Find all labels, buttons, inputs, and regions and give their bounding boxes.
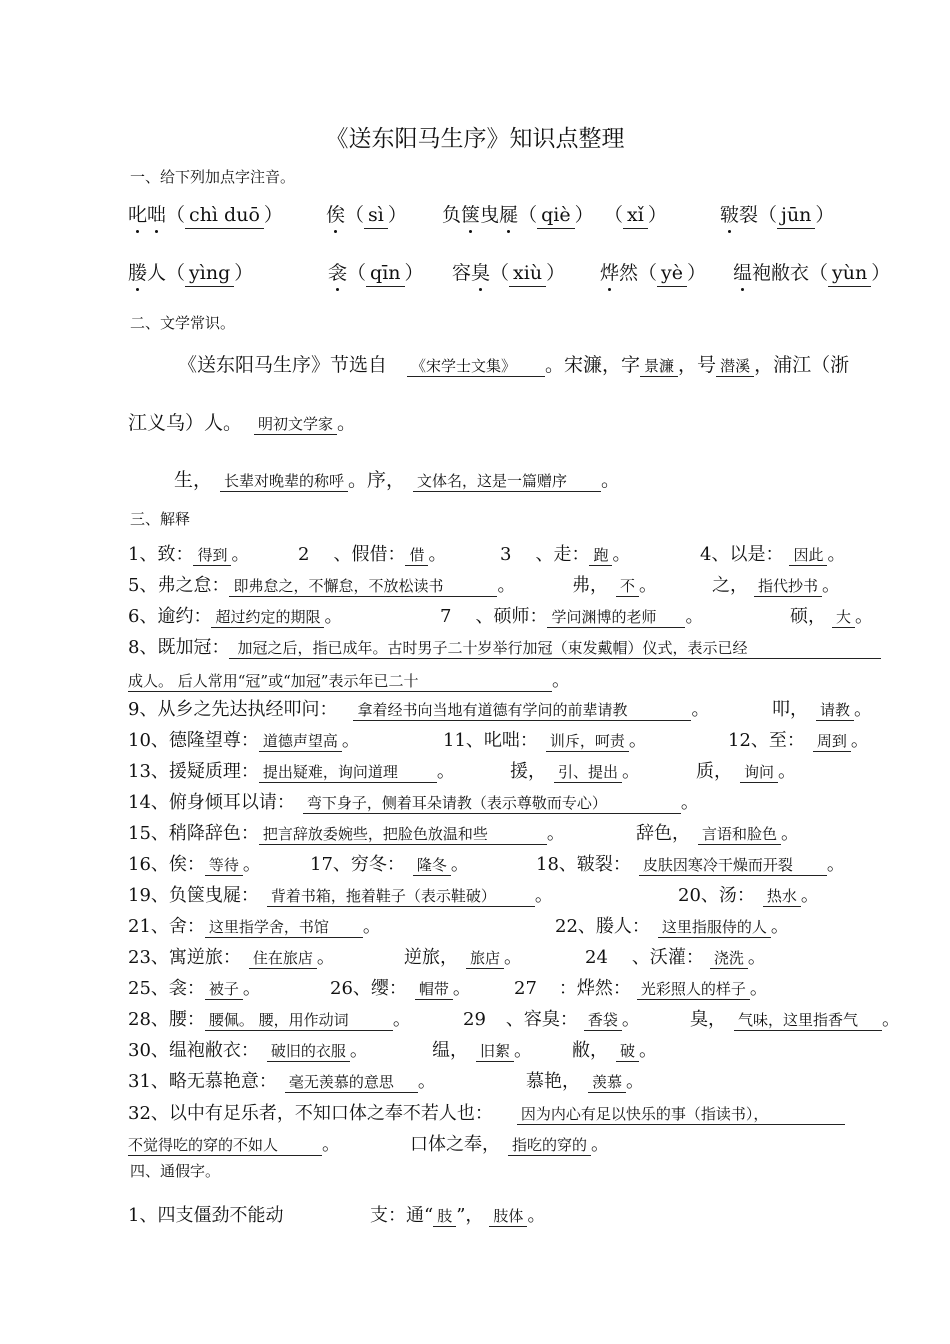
answer-blank: 提出疑难，询问道理 [259,763,437,783]
answer-blank: 不 [616,577,639,597]
answer-blank: 《宋学士文集》 [407,357,545,377]
definition-item: 14、俯身倾耳以请： 弯下身子，侧着耳朵请教（表示尊敬而专心） 。 [128,792,699,813]
definition-item: 19、负箧曳屣： 背着书箱，拖着鞋子（表示鞋破） 。 [128,885,553,906]
definition-item: 25、衾： 被子 。 [128,978,261,999]
answer-blank: 因为内心有足以快乐的事（指读书）， [517,1105,845,1125]
answer-blank: 潜溪 [716,357,754,377]
definition-item: 16、俟： 等待 。 [128,854,261,875]
definition-item: 4、以是： 因此 。 [700,544,846,565]
definition-item: 28、腰： 腰佩。 腰，用作动词 。 [128,1009,411,1030]
pinyin-item: 媵人（ yìng ） [128,258,253,287]
answer-blank: 引、提出 [554,763,622,783]
definition-item: 5、弗之怠： 即弗怠之，不懈怠，不放松读书 。 [128,575,516,596]
answer-blank: 长辈对晚辈的称呼 [220,472,348,492]
pinyin-answer: yè [657,262,687,287]
pinyin-item: 叱咄（ chì duō ） [128,200,283,229]
definition-item: 缊， 旧絮 。 [432,1040,533,1061]
answer-blank: 言语和脸色 [698,825,781,845]
dotted-word: 缊袍敝衣 [733,262,809,284]
answer-blank: 指代抄书 [754,577,822,597]
dotted-word: 衾 [328,258,347,285]
definition-item: 22、媵人： 这里指服侍的人 。 [555,916,789,937]
definition-item: 成人。 后人常用“冠”或“加冠”表示年已二十 。 [128,670,570,691]
answer-blank: 背着书箱，拖着鞋子（表示鞋破） [267,887,535,907]
pinyin-item: 俟（ sì ） [326,200,407,229]
literature-line: 生， 长辈对晚辈的称呼 。序， 文体名，这是一篇赠序 。 [174,469,621,491]
dotted-word: 俟 [326,200,345,227]
pinyin-item: 缊袍敝衣（ yùn ） [733,258,890,287]
answer-blank: 拿着经书向当地有道德有学问的前辈请教 [353,701,691,721]
definition-item: 质， 询问 。 [696,761,797,782]
definition-item: 敝， 破 。 [572,1040,658,1061]
pinyin-answer: yùn [828,262,871,287]
answer-blank: 浇洗 [710,949,748,969]
tongjia-item: 1、四支僵劲不能动 [128,1205,284,1226]
definition-item: 硕， 大 。 [790,606,874,627]
section1-heading: 一、给下列加点字注音。 [130,168,296,186]
definition-item: 弗， 不 。 [572,575,658,596]
answer-blank: 道德声望高 [259,732,342,752]
definition-item: 之， 指代抄书 。 [712,575,841,596]
dotted-word: 容臭 [452,262,490,284]
answer-blank: 即弗怠之，不懈怠，不放松读书 [229,577,497,597]
pinyin-item: 烨然（ yè ） [600,258,706,287]
answer-blank: 因此 [789,546,827,566]
pinyin-item: 皲裂（ jūn ） [720,200,834,229]
definition-item: 21、舍： 这里指学舍，书馆 。 [128,916,381,937]
answer-blank: 询问 [740,763,778,783]
answer-blank: 不觉得吃的穿的不如人 [128,1136,322,1156]
definition-item: 6、逾约： 超过约定的期限 。 [128,606,343,627]
answer-blank: 羡慕 [588,1073,626,1093]
literature-line: 江义乌）人。 明初文学家 。 [128,412,357,434]
dotted-word: 叱咄 [128,204,166,226]
answer-blank: 毫无羡慕的意思 [285,1073,418,1093]
answer-blank: 这里指学舍，书馆 [205,918,363,938]
definition-item: 9、从乡之先达执经叩问： 拿着经书向当地有道德有学问的前辈请教 。 [128,699,710,720]
answer-blank: 把言辞放委婉些，把脸色放温和些 [259,825,547,845]
definition-item: 27 ：烨然： 光彩照人的样子 。 [514,978,768,999]
pinyin-answer: xiù [509,262,546,287]
pinyin-answer: jūn [777,204,815,229]
answer-blank: 借 [405,546,428,566]
answer-blank: 训斥，呵责 [546,732,629,752]
answer-blank: 气味，这里指香气 [734,1011,882,1031]
definition-item: 叩， 请教 。 [772,699,873,720]
answer-blank: 大 [832,608,855,628]
definition-item: 17、穷冬： 隆冬 。 [310,854,469,875]
answer-blank: 成人。 后人常用“冠”或“加冠”表示年已二十 [128,672,552,692]
definition-item: 30、缊袍敝衣： 破旧的衣服 。 [128,1040,368,1061]
answer-blank: 光彩照人的样子 [637,980,750,1000]
answer-blank: 景濂 [640,357,678,377]
definition-item: 口体之奉， 指吃的穿的 。 [410,1134,610,1155]
section3-heading: 三、解释 [130,510,191,528]
pinyin-item: 负箧曳屣（ qiè ） [442,200,594,229]
answer-blank: 加冠之后，指已成年。古时男子二十岁举行加冠（束发戴帽）仪式，表示已经 [229,639,881,659]
definition-item: 24 、沃灌： 浇洗 。 [585,947,766,968]
answer-blank: 肢 [433,1207,456,1227]
pinyin-answer: xǐ [623,204,648,229]
page-title: 《送东阳马生序》知识点整理 [325,126,625,152]
definition-item: 11、叱咄： 训斥，呵责 。 [443,730,647,751]
answer-blank: 明初文学家 [254,415,337,435]
definition-item: 20、汤： 热水 。 [678,885,819,906]
answer-blank: 请教 [816,701,854,721]
definition-item: 1、致： 得到 。 [128,544,250,565]
pinyin-answer: yìng [185,262,234,287]
pinyin-answer: sì [364,204,388,229]
answer-blank: 破 [616,1042,639,1062]
definition-item: 29 、容臭： 香袋 。 [463,1009,640,1030]
definition-item: 慕艳， 羡慕 。 [526,1071,645,1092]
pinyin-item: 容臭（ xiù ） [452,258,565,287]
definition-item: 31、略无慕艳意： 毫无羡慕的意思 。 [128,1071,436,1092]
pinyin-item: （ xǐ ） [604,200,667,229]
definition-item: 2 、假借： 借 。 [298,544,447,565]
definition-item: 18、皲裂： 皮肤因寒冷干燥而开裂 。 [536,854,845,875]
tongjia-item: 支：通“ 肢 ”， 肢体 。 [370,1205,546,1226]
answer-blank: 周到 [813,732,851,752]
answer-blank: 住在旅店 [249,949,317,969]
literature-line: 《送东阳马生序》节选自 《宋学士文集》 。宋濂，字 景濂 ，号 潜溪 ，浦江（浙 [178,354,850,376]
answer-blank: 帽带 [415,980,453,1000]
definition-item: 逆旅， 旅店 。 [404,947,523,968]
answer-blank: 被子 [205,980,243,1000]
definition-item: 援， 引、提出 。 [510,761,641,782]
definition-item: 32、以中有足乐者，不知口体之奉不若人也： 因为内心有足以快乐的事（指读书）， [128,1099,845,1125]
definition-item: 辞色， 言语和脸色 。 [636,823,800,844]
answer-blank: 腰佩。 腰，用作动词 [205,1011,393,1031]
pinyin-item: 衾（ qīn ） [328,258,424,287]
definition-item: 臭， 气味，这里指香气 。 [690,1009,900,1030]
dotted-word: 皲裂 [720,204,758,226]
answer-blank: 皮肤因寒冷干燥而开裂 [639,856,827,876]
definition-item: 3 、走： 跑 。 [500,544,631,565]
definition-item: 15、稍降辞色： 把言辞放委婉些，把脸色放温和些 。 [128,823,565,844]
definition-item: 13、援疑质理： 提出疑难，询问道理 。 [128,761,455,782]
answer-blank: 旧絮 [476,1042,514,1062]
answer-blank: 指吃的穿的 [508,1136,591,1156]
answer-blank: 文体名，这是一篇赠序 [413,472,601,492]
definition-item: 23、寓逆旅： 住在旅店 。 [128,947,335,968]
dotted-word: 烨然 [600,262,638,284]
answer-blank: 超过约定的期限 [211,608,324,628]
dotted-word: 媵人 [128,262,166,284]
answer-blank: 得到 [193,546,231,566]
section2-heading: 二、文学常识。 [130,314,236,332]
definition-item: 8、既加冠： 加冠之后，指已成年。古时男子二十岁举行加冠（束发戴帽）仪式，表示已经 [128,633,881,659]
answer-blank: 破旧的衣服 [267,1042,350,1062]
answer-blank: 等待 [205,856,243,876]
answer-blank: 这里指服侍的人 [658,918,771,938]
pinyin-answer: qīn [366,262,404,287]
answer-blank: 旅店 [466,949,504,969]
pinyin-answer: qiè [537,204,574,229]
section4-heading: 四、通假字。 [130,1162,221,1180]
answer-blank: 隆冬 [413,856,451,876]
answer-blank: 学问渊博的老师 [547,608,685,628]
definition-item: 10、德隆望尊： 道德声望高 。 [128,730,360,751]
answer-blank: 香袋 [584,1011,622,1031]
answer-blank: 跑 [589,546,612,566]
answer-blank: 肢体 [489,1207,527,1227]
answer-blank: 弯下身子，侧着耳朵请教（表示尊敬而专心） [303,794,681,814]
dotted-word: 负箧曳屣 [442,204,518,226]
definition-item: 不觉得吃的穿的不如人 。 [128,1134,340,1155]
pinyin-answer: chì duō [185,204,264,229]
definition-item: 12、至： 周到 。 [728,730,869,751]
definition-item: 26、缨： 帽带 。 [330,978,471,999]
answer-blank: 热水 [763,887,801,907]
definition-item: 7 、硕师： 学问渊博的老师 。 [440,606,704,627]
